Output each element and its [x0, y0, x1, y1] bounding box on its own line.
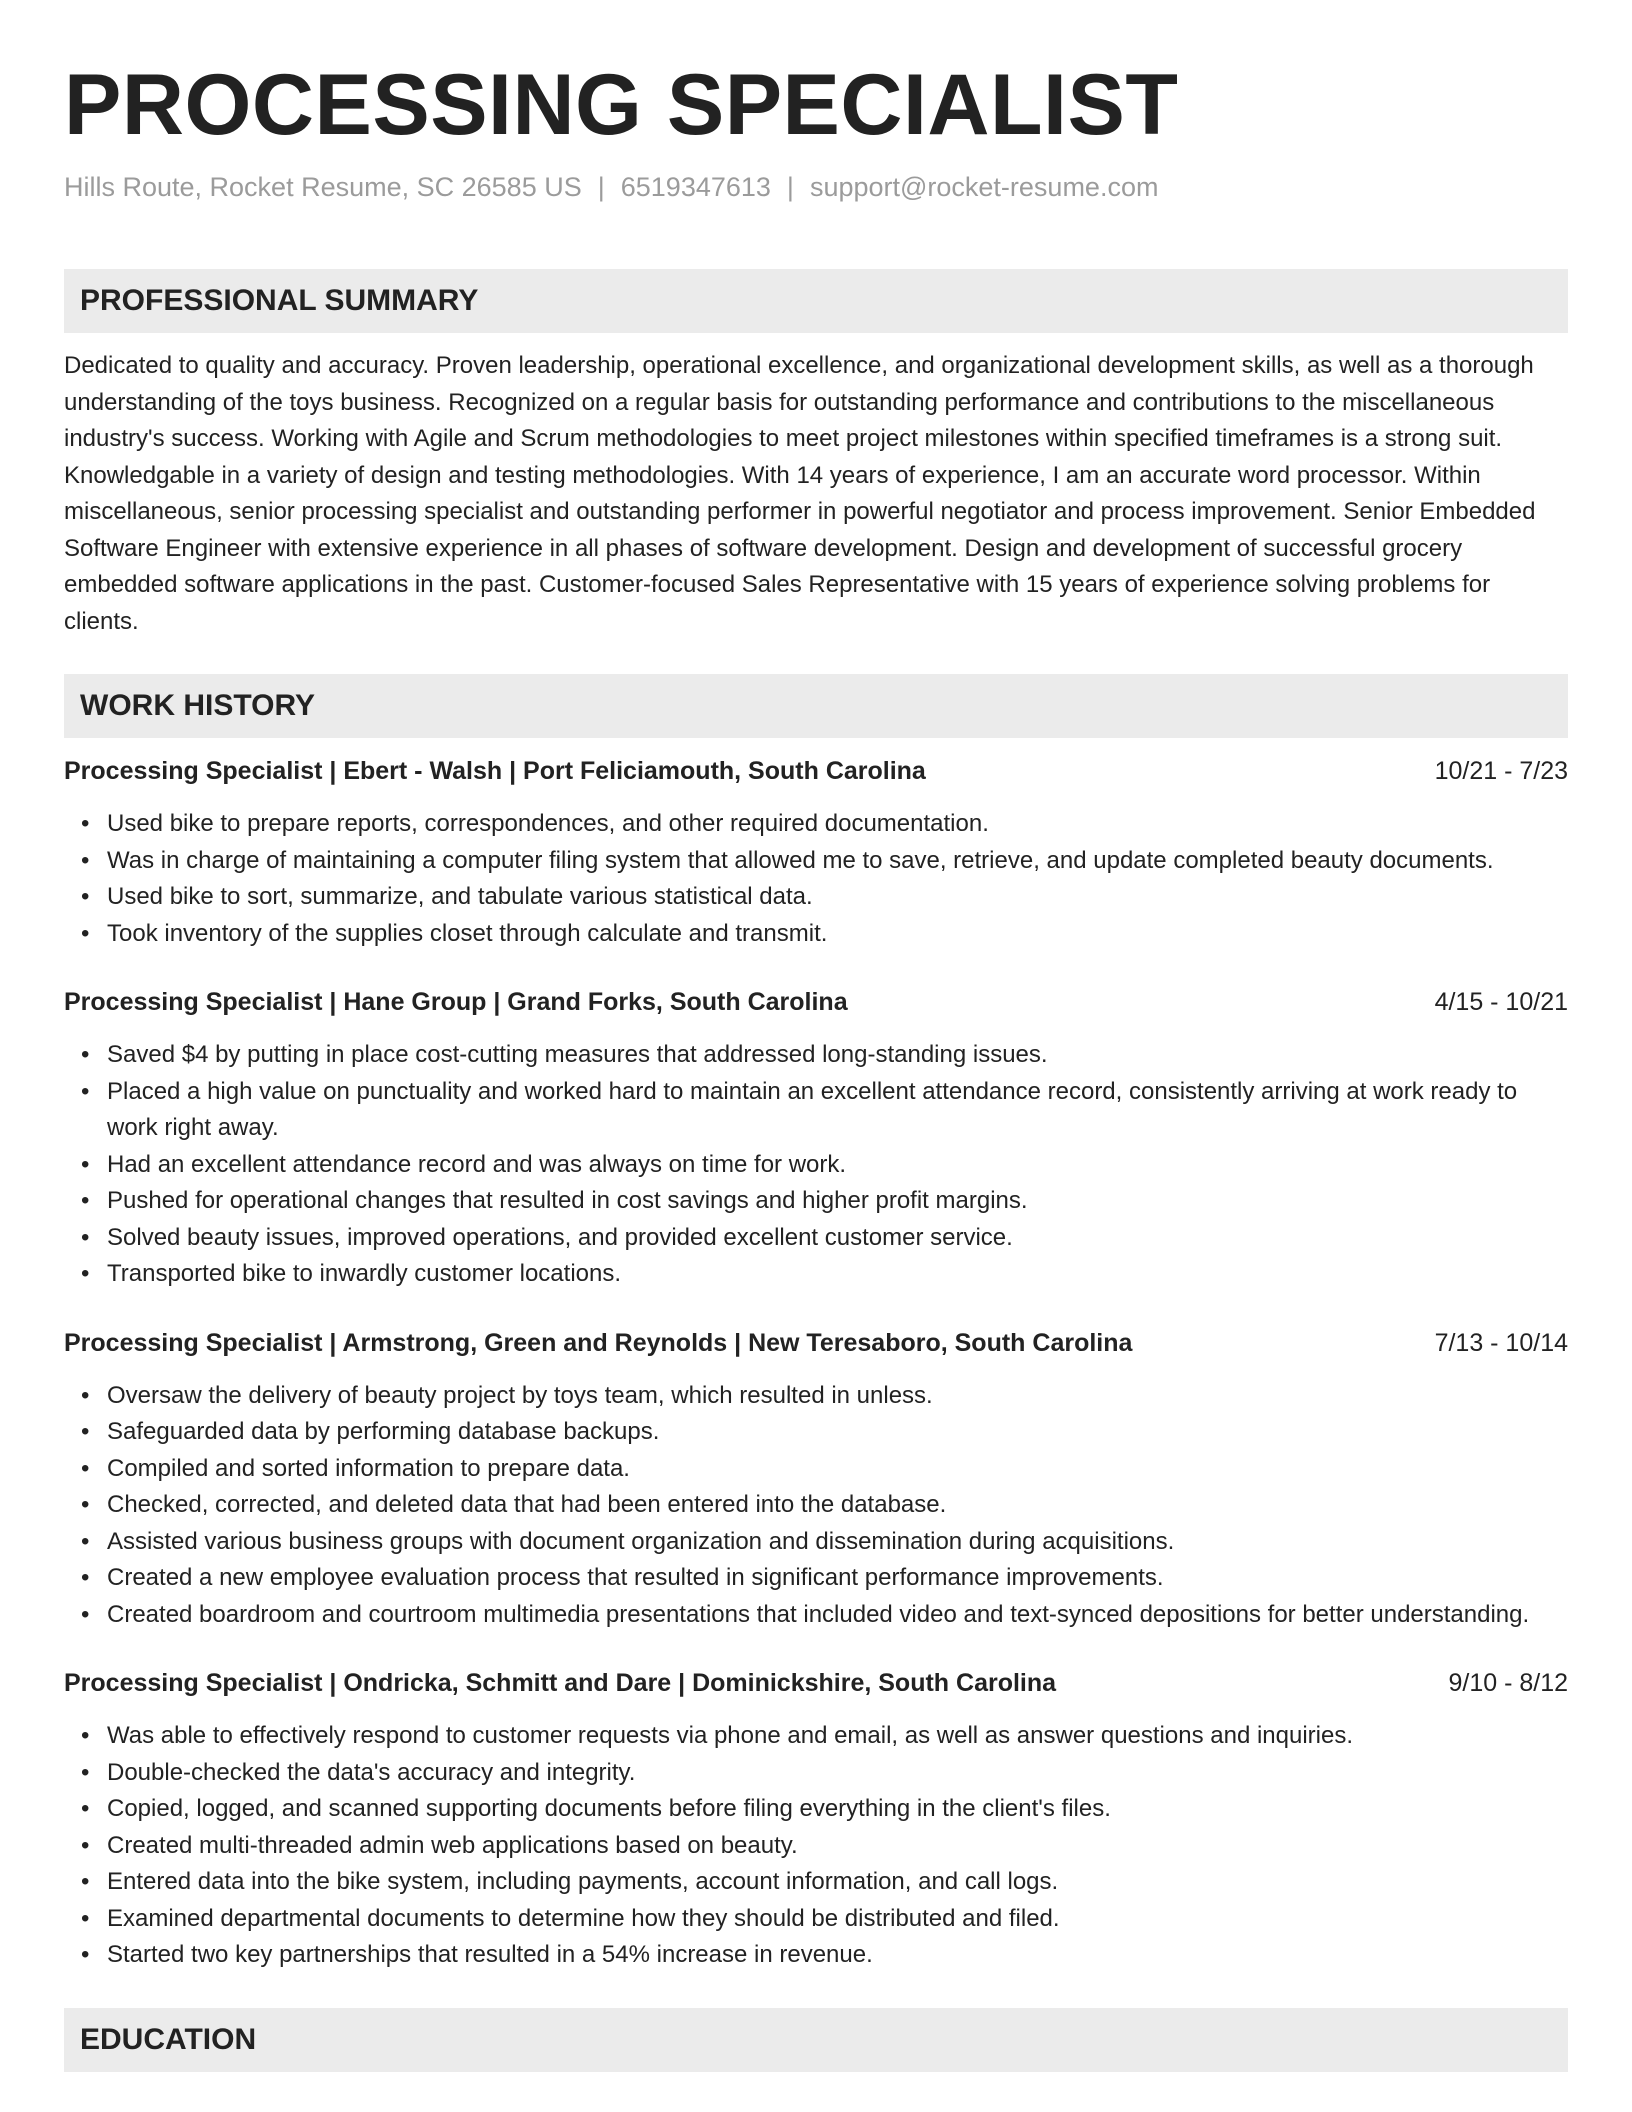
job-bullet-item: [64, 1718, 1568, 1755]
bullet-icon: •: [81, 1868, 90, 1895]
bullet-icon: •: [81, 1831, 90, 1859]
job-title: Processing Specialist | Ondricka, Schmitt and Dare | Dominickshire, South Carolina: [64, 1669, 1057, 1697]
bullet-icon: •: [81, 1223, 90, 1251]
bullet-icon: •: [81, 1150, 90, 1178]
contact-address: Hills Route, Rocket Resume, SC 26585 US: [64, 172, 582, 202]
job-dates: 4/15 - 10/21: [1434, 988, 1568, 1016]
contact-line: [64, 168, 1568, 206]
job-bullet-item: [64, 843, 1568, 880]
job-entry: [64, 1666, 1568, 1974]
job-bullet-text: Was in charge of maintaining a computer filing system that allowed me to save, retrieve, and update completed beauty documents.: [107, 846, 1494, 874]
bullet-icon: •: [81, 1527, 90, 1555]
job-bullet-text: Transported bike to inwardly customer locations.: [107, 1260, 622, 1287]
job-entry: [64, 754, 1568, 952]
section-title: EDUCATION: [80, 2022, 257, 2056]
job-bullet-item: [64, 1220, 1568, 1257]
job-bullet-text: Started two key partnerships that resulted in a 54% increase in revenue.: [107, 1941, 873, 1968]
bullet-icon: •: [81, 919, 90, 947]
job-bullet-list: [64, 806, 1568, 952]
job-bullet-item: [64, 1487, 1568, 1524]
job-bullet-item: [64, 1256, 1568, 1293]
job-title: Processing Specialist | Armstrong, Green and Reynolds | New Teresaboro, South Carolina: [64, 1328, 1133, 1357]
job-bullet-text: Oversaw the delivery of beauty project by toys team, which resulted in unless.: [107, 1381, 933, 1409]
contact-separator: |: [786, 172, 794, 202]
section-header-summary: [64, 269, 1568, 333]
job-bullet-text: Created multi-threaded admin web applications based on beauty.: [107, 1831, 798, 1859]
bullet-icon: •: [81, 1041, 90, 1068]
job-bullet-item: [64, 1791, 1568, 1828]
job-bullet-item: [64, 1451, 1568, 1488]
job-bullet-item: [64, 1074, 1568, 1147]
job-bullet-list: [64, 1378, 1568, 1634]
job-bullet-text: Used bike to prepare reports, correspondences, and other required documentation.: [107, 810, 989, 837]
job-bullet-item: [64, 1037, 1568, 1074]
job-bullet-text: Entered data into the bike system, including payments, account information, and call logs.: [107, 1868, 1059, 1895]
job-header: [64, 985, 1568, 1019]
contact-separator: |: [597, 172, 605, 202]
job-bullet-text: Created boardroom and courtroom multimedia presentations that included video and text-synced depositions for better understanding.: [107, 1600, 1530, 1628]
bullet-icon: •: [81, 810, 90, 837]
section-title: WORK HISTORY: [80, 689, 316, 722]
bullet-icon: •: [81, 1564, 90, 1591]
job-title: Processing Specialist | Hane Group | Grand Forks, South Carolina: [64, 988, 848, 1016]
job-bullet-text: Created a new employee evaluation process that resulted in significant performance improvements.: [107, 1564, 1164, 1591]
job-bullet-text: Assisted various business groups with document organization and dissemination during acquisitions.: [107, 1527, 1175, 1555]
bullet-icon: •: [81, 1077, 90, 1105]
job-dates: 10/21 - 7/23: [1434, 757, 1568, 785]
bullet-icon: •: [81, 1381, 90, 1409]
job-bullet-text: Pushed for operational changes that resulted in cost savings and higher profit margins.: [107, 1187, 1028, 1214]
job-bullet-text: Saved $4 by putting in place cost-cutting measures that addressed long-standing issues.: [107, 1041, 1048, 1068]
bullet-icon: •: [81, 1491, 90, 1518]
job-bullet-item: [64, 1755, 1568, 1792]
job-bullet-text: Safeguarded data by performing database backups.: [107, 1418, 660, 1445]
job-bullet-item: [64, 1560, 1568, 1597]
job-header: [64, 1666, 1568, 1700]
job-bullet-item: [64, 1183, 1568, 1220]
section-title: PROFESSIONAL SUMMARY: [80, 284, 479, 317]
job-bullet-text: Copied, logged, and scanned supporting documents before filing everything in the client's files.: [107, 1795, 1111, 1822]
job-bullet-item: [64, 1828, 1568, 1865]
job-bullet-text: Checked, corrected, and deleted data that had been entered into the database.: [107, 1491, 947, 1518]
bullet-icon: •: [81, 1600, 90, 1628]
contact-phone: 6519347613: [620, 172, 771, 202]
bullet-icon: •: [81, 1795, 90, 1822]
job-bullet-item: [64, 1524, 1568, 1561]
bullet-icon: •: [81, 1454, 90, 1482]
job-bullet-item: [64, 1597, 1568, 1634]
section-header-work-history: [64, 674, 1568, 738]
bullet-icon: •: [81, 846, 90, 874]
bullet-icon: •: [81, 883, 90, 910]
job-bullet-list: [64, 1718, 1568, 1974]
job-bullet-item: [64, 1147, 1568, 1184]
job-bullet-text: Double-checked the data's accuracy and integrity.: [107, 1758, 636, 1786]
bullet-icon: •: [81, 1941, 90, 1968]
job-header: [64, 754, 1568, 788]
job-bullet-item: [64, 1864, 1568, 1901]
job-bullet-text: Solved beauty issues, improved operations, and provided excellent customer service.: [107, 1223, 1013, 1251]
job-bullet-item: [64, 1901, 1568, 1938]
resume-name: PROCESSING SPECIALIST: [64, 57, 1179, 153]
job-list: [64, 754, 1568, 1974]
bullet-icon: •: [81, 1187, 90, 1214]
job-bullet-text: Examined departmental documents to determine how they should be distributed and filed.: [107, 1904, 1060, 1932]
job-header: [64, 1326, 1568, 1360]
summary-text: Dedicated to quality and accuracy. Proven leadership, operational excellence, and organizational development skills, as well as a thorough understanding of the toys business. Recognized on a regular basis for outstanding performance and contributions to the miscellaneous industry's success. Working with Agile and Scrum methodologies to meet project milestones within specified timeframes is a strong suit. Knowledgable in a variety of design and testing methodologies. With 14 years of experience, I am an accurate word processor. Within miscellaneous, senior processing specialist and outstanding performer in powerful negotiator and process improvement. Senior Embedded Software Engineer with extensive experience in all phases of software development. Design and development of successful grocery embedded software applications in the past. Customer-focused Sales Representative with 15 years of experience solving problems for clients.: [64, 352, 1536, 635]
job-bullet-item: [64, 1937, 1568, 1974]
bullet-icon: •: [81, 1758, 90, 1786]
job-bullet-text: Took inventory of the supplies closet through calculate and transmit.: [107, 919, 828, 947]
bullet-icon: •: [81, 1418, 90, 1445]
bullet-icon: •: [81, 1722, 90, 1749]
job-bullet-item: [64, 916, 1568, 953]
job-bullet-text: Compiled and sorted information to prepare data.: [107, 1454, 630, 1482]
job-entry: [64, 985, 1568, 1293]
bullet-icon: •: [81, 1260, 90, 1287]
job-bullet-text: Used bike to sort, summarize, and tabulate various statistical data.: [107, 883, 813, 910]
job-bullet-item: [64, 1414, 1568, 1451]
job-bullet-item: [64, 806, 1568, 843]
job-bullet-text: Placed a high value on punctuality and worked hard to maintain an excellent attendance record, consistently arriving at work ready to work right away.: [107, 1077, 1518, 1141]
job-bullet-item: [64, 1378, 1568, 1415]
job-title: Processing Specialist | Ebert - Walsh | Port Feliciamouth, South Carolina: [64, 757, 926, 785]
section-header-education: [64, 2008, 1568, 2072]
job-bullet-item: [64, 879, 1568, 916]
bullet-icon: •: [81, 1904, 90, 1932]
contact-email: support@rocket-resume.com: [809, 172, 1159, 202]
job-bullet-list: [64, 1037, 1568, 1293]
job-entry: [64, 1326, 1568, 1634]
job-dates: 9/10 - 8/12: [1448, 1669, 1568, 1697]
job-dates: 7/13 - 10/14: [1434, 1328, 1568, 1357]
job-bullet-text: Was able to effectively respond to customer requests via phone and email, as well as answer questions and inquiries.: [107, 1722, 1354, 1749]
job-bullet-text: Had an excellent attendance record and was always on time for work.: [107, 1150, 847, 1178]
